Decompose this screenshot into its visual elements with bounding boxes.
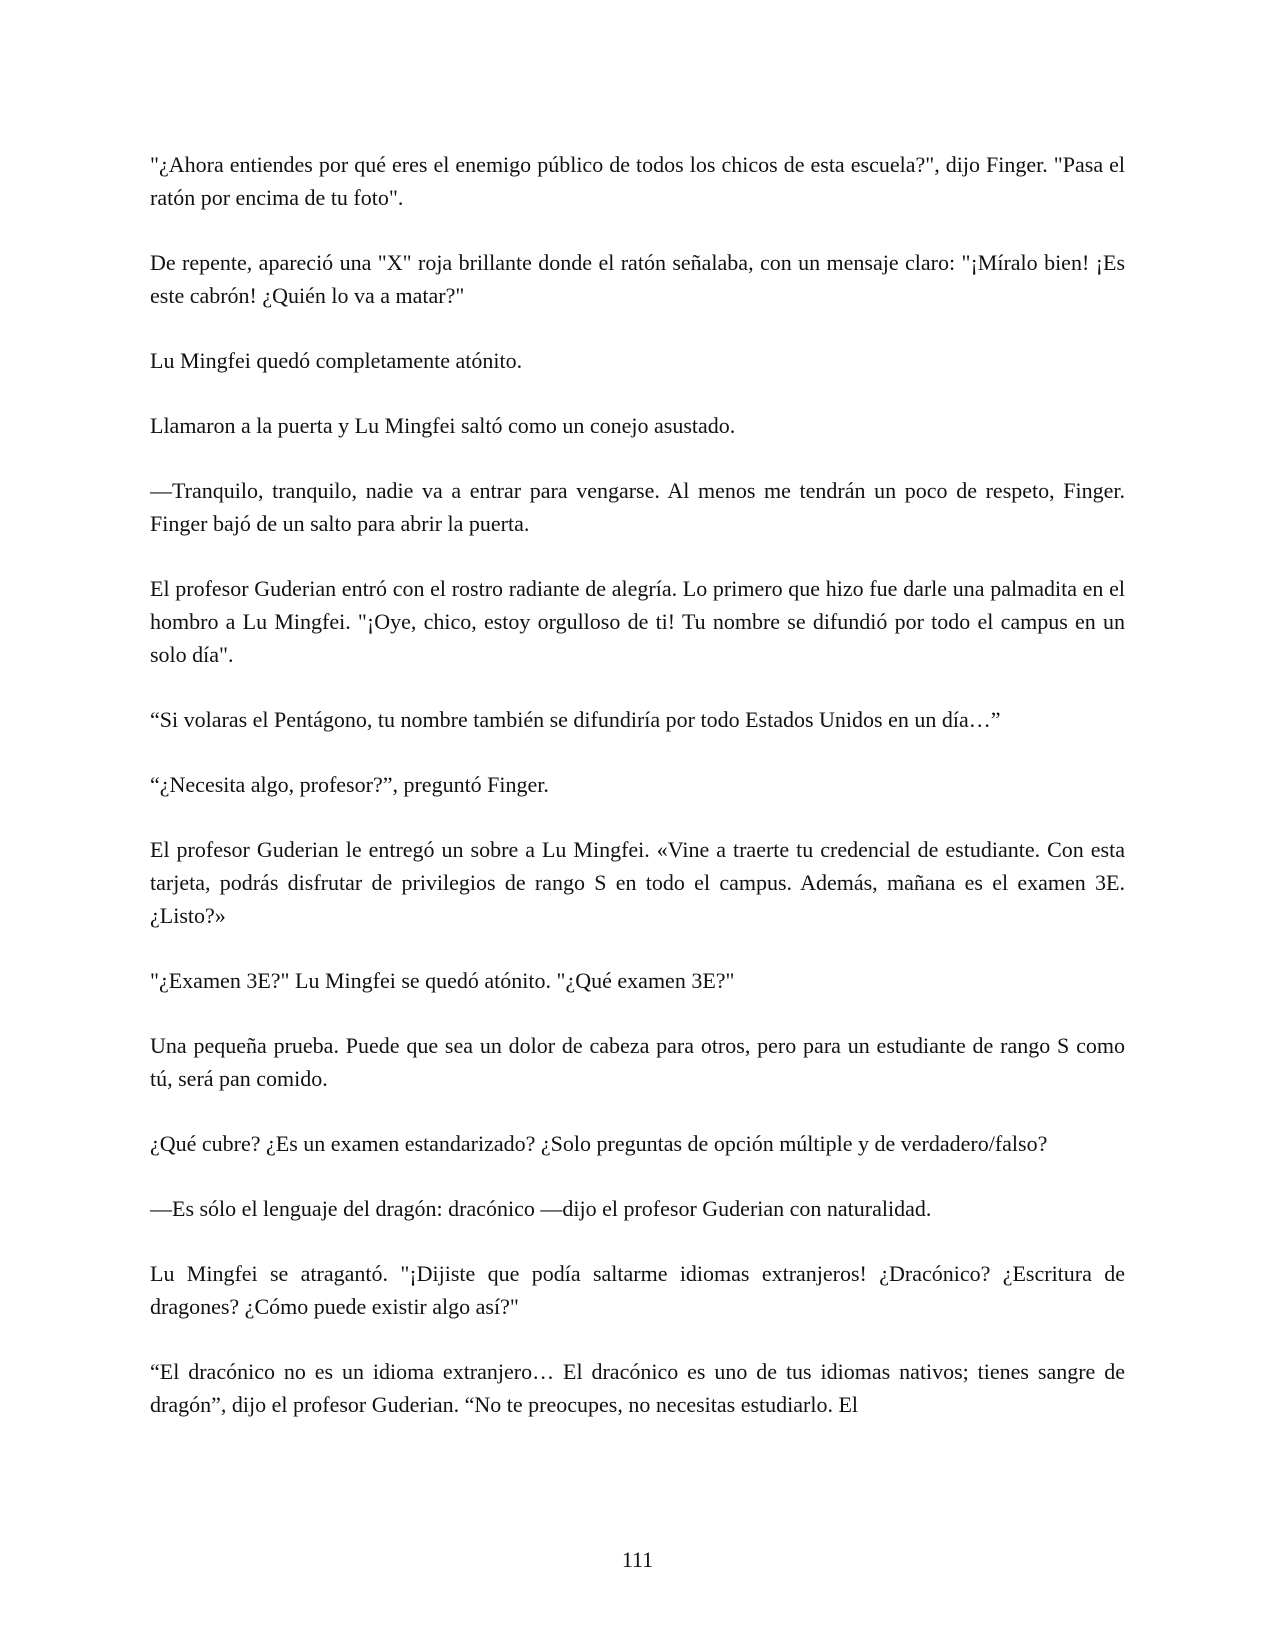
paragraph-14: Lu Mingfei se atragantó. "¡Dijiste que podía saltarme idiomas extranjeros! ¿Dracónico? ¿Escritura de dragones? ¿Cómo puede existir algo así?"	[150, 1261, 1125, 1319]
paragraph-1: "¿Ahora entiendes por qué eres el enemigo público de todos los chicos de esta escuela?", dijo Finger. "Pasa el ratón por encima de tu foto".	[150, 152, 1125, 210]
page-body	[150, 148, 1125, 1498]
paragraph-11: Una pequeña prueba. Puede que sea un dolor de cabeza para otros, pero para un estudiante de rango S como tú, será pan comido.	[150, 1033, 1125, 1091]
page-number: 111	[621, 1547, 654, 1572]
paragraph-3: Lu Mingfei quedó completamente atónito.	[150, 348, 523, 373]
paragraph-13: —Es sólo el lenguaje del dragón: dracónico —dijo el profesor Guderian con naturalidad.	[150, 1196, 932, 1221]
paragraph-9: El profesor Guderian le entregó un sobre a Lu Mingfei. «Vine a traerte tu credencial de estudiante. Con esta tarjeta, podrás disfrutar de privilegios de rango S en todo el campus. Además, mañana es el examen 3E. ¿Listo?»	[150, 837, 1125, 928]
paragraph-5: —Tranquilo, tranquilo, nadie va a entrar para vengarse. Al menos me tendrán un poco de respeto, Finger. Finger bajó de un salto para abrir la puerta.	[150, 478, 1125, 536]
paragraph-4: Llamaron a la puerta y Lu Mingfei saltó como un conejo asustado.	[150, 413, 736, 438]
paragraph-2: De repente, apareció una "X" roja brillante donde el ratón señalaba, con un mensaje claro: "¡Míralo bien! ¡Es este cabrón! ¿Quién lo va a matar?"	[150, 250, 1125, 308]
paragraph-6: El profesor Guderian entró con el rostro radiante de alegría. Lo primero que hizo fue darle una palmadita en el hombro a Lu Mingfei. "¡Oye, chico, estoy orgulloso de ti! Tu nombre se difundió por todo el campus en un solo día".	[150, 576, 1125, 667]
paragraph-8: “¿Necesita algo, profesor?”, preguntó Finger.	[150, 772, 549, 797]
paragraph-15: “El dracónico no es un idioma extranjero… El dracónico es uno de tus idiomas nativos; tienes sangre de dragón”, dijo el profesor Guderian. “No te preocupes, no necesitas estudiarlo. El	[150, 1359, 1125, 1417]
paragraph-7: “Si volaras el Pentágono, tu nombre también se difundiría por todo Estados Unidos en un día…”	[150, 707, 1001, 732]
paragraph-12: ¿Qué cubre? ¿Es un examen estandarizado? ¿Solo preguntas de opción múltiple y de verdadero/falso?	[150, 1131, 1048, 1156]
paragraph-10: "¿Examen 3E?" Lu Mingfei se quedó atónito. "¿Qué examen 3E?"	[150, 968, 735, 993]
